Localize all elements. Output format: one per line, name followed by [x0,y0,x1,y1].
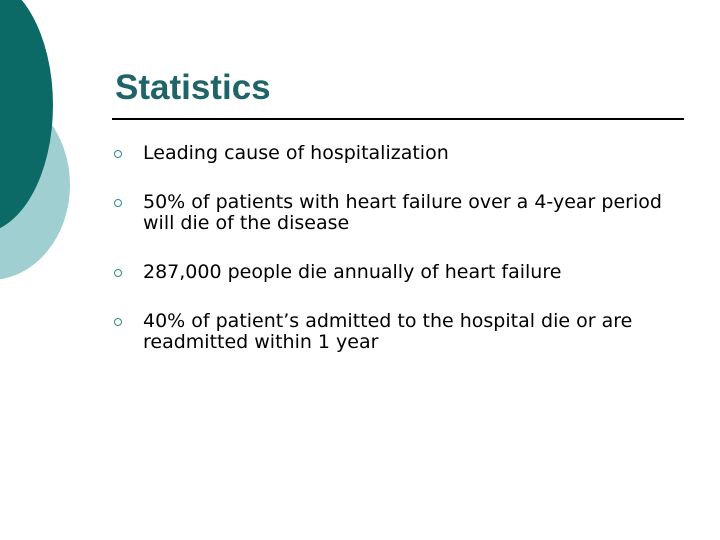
bullet-text: 40% of patient’s admitted to the hospital die or are readmitted within 1 year [143,310,633,353]
slide-title: Statistics [115,68,271,107]
bullet-item [110,192,670,234]
hollow-circle-bullet-icon [114,150,122,158]
hollow-circle-bullet-icon [114,269,122,277]
hollow-circle-bullet-icon [114,318,122,326]
bullet-item [110,143,670,164]
bullet-text: 287,000 people die annually of heart failure [143,261,562,283]
title-underline [112,118,684,120]
bullet-item [110,262,670,283]
decorative-circles [0,0,120,300]
hollow-circle-bullet-icon [114,199,122,207]
bullet-text: 50% of patients with heart failure over a 4-year period will die of the disease [143,191,662,234]
bullet-text: Leading cause of hospitalization [143,142,449,164]
bullet-item [110,311,670,353]
bullet-list [110,143,670,381]
